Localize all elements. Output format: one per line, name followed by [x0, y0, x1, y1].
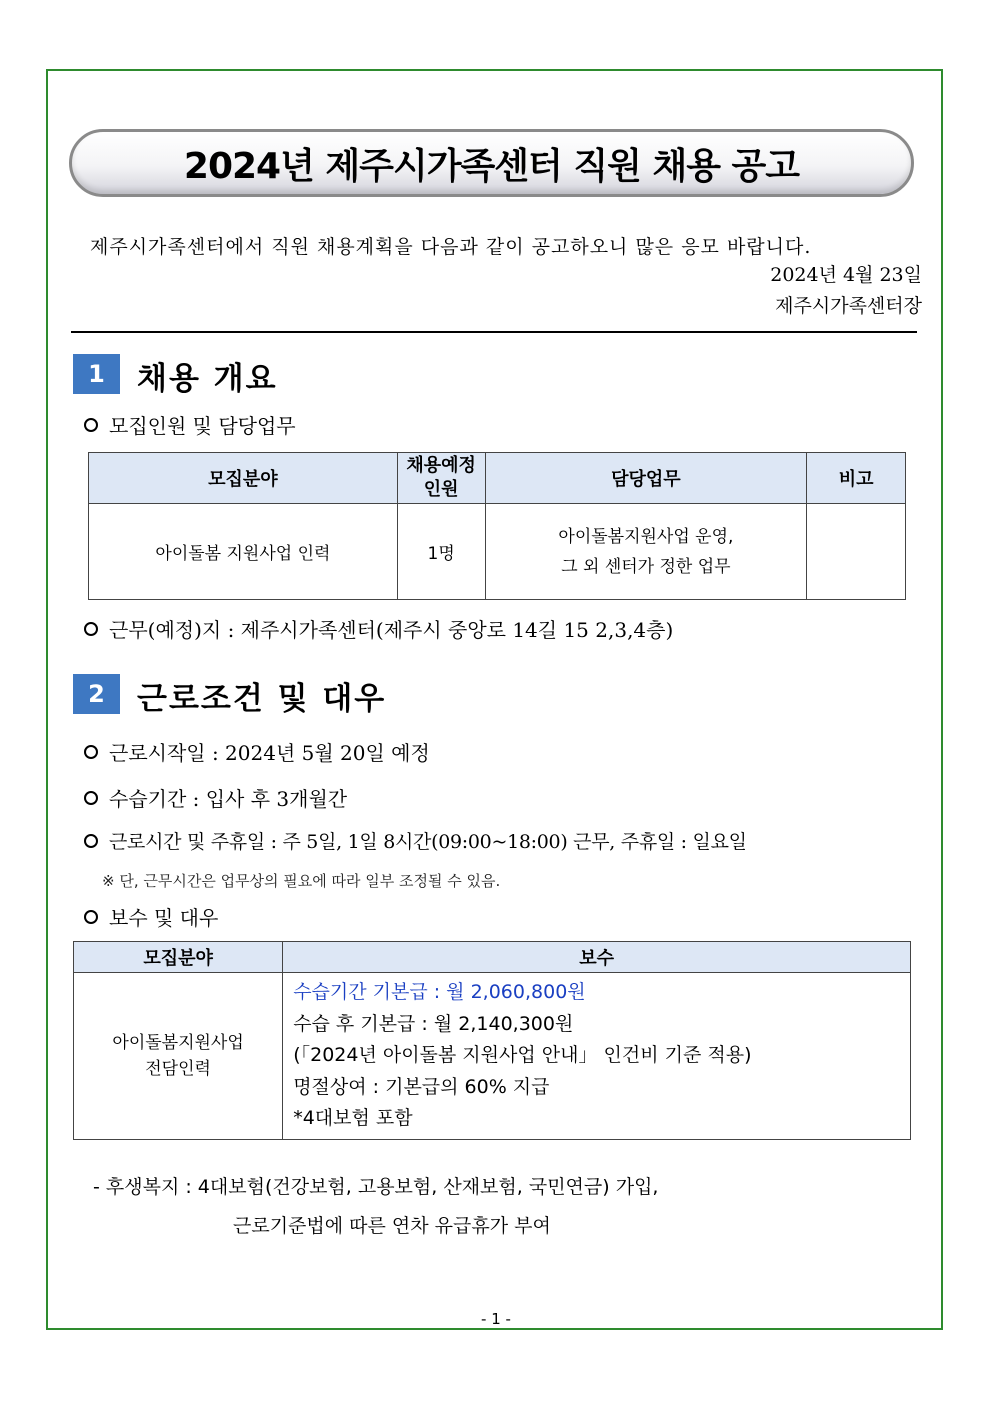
announcement-date: 2024년 4월 23일 — [770, 264, 922, 286]
circle-bullet-icon — [84, 910, 98, 924]
bullet-probation-text: 수습기간 : 입사 후 3개월간 — [109, 787, 348, 811]
welfare-line-1: - 후생복지 : 4대보험(건강보험, 고용보험, 산재보험, 국민연금) 가입, — [93, 1176, 659, 1198]
col-header-note: 비고 — [807, 453, 906, 504]
hours-note: ※ 단, 근무시간은 업무상의 필요에 따라 일부 조정될 수 있음. — [102, 872, 501, 890]
pay-line: *4대보험 포함 — [293, 1107, 413, 1130]
table-row — [74, 973, 911, 1140]
col-header-field: 모집분야 — [89, 453, 398, 504]
col-header-duty: 담당업무 — [485, 453, 807, 504]
cell-field: 아이돌봄 지원사업 인력 — [89, 504, 398, 600]
circle-bullet-icon — [84, 745, 98, 759]
circle-bullet-icon — [84, 791, 98, 805]
pay-line: (「2024년 아이돌봄 지원사업 안내」 인건비 기준 적용) — [293, 1044, 752, 1067]
bullet-location — [84, 614, 673, 643]
pay-table — [73, 941, 911, 1140]
duty-line-2: 그 외 센터가 정한 업무 — [561, 556, 731, 577]
circle-bullet-icon — [84, 418, 98, 432]
cell-duty — [485, 504, 807, 600]
bullet-hours — [84, 827, 747, 854]
cell-count: 1명 — [397, 504, 485, 600]
welfare-line-2: 근로기준법에 따른 연차 유급휴가 부여 — [233, 1215, 551, 1237]
pay-col-header-field: 모집분야 — [74, 942, 283, 973]
intro-text: 제주시가족센터에서 직원 채용계획을 다음과 같이 공고하오니 많은 응모 바랍니다. — [90, 236, 812, 258]
section-2-badge: 2 — [73, 674, 120, 714]
signer: 제주시가족센터장 — [775, 295, 922, 317]
bullet-pay — [84, 902, 218, 931]
pay-cell-field — [74, 973, 283, 1140]
pay-cell-details — [283, 973, 911, 1140]
pay-col-header-pay: 보수 — [283, 942, 911, 973]
section-1-badge: 1 — [73, 354, 120, 394]
divider — [71, 331, 917, 333]
section-1-title: 채용 개요 — [137, 361, 278, 397]
circle-bullet-icon — [84, 622, 98, 636]
bullet-recruit-text: 모집인원 및 담당업무 — [109, 414, 296, 438]
bullet-start — [84, 737, 430, 766]
title-banner — [69, 129, 914, 197]
pay-field-line-1: 아이돌봄지원사업 — [112, 1033, 244, 1053]
recruit-table — [88, 452, 906, 600]
col-header-count: 채용예정 인원 — [397, 453, 485, 504]
bullet-start-text: 근로시작일 : 2024년 5월 20일 예정 — [109, 741, 430, 765]
duty-line-1: 아이돌봄지원사업 운영, — [558, 526, 734, 547]
bullet-probation — [84, 783, 347, 812]
bullet-location-text: 근무(예정)지 : 제주시가족센터(제주시 중앙로 14길 15 2,3,4층) — [109, 618, 674, 642]
circle-bullet-icon — [84, 834, 98, 848]
pay-line: 수습 후 기본급 : 월 2,140,300원 — [293, 1012, 574, 1035]
table-row — [89, 504, 906, 600]
bullet-recruit — [84, 410, 296, 439]
bullet-pay-text: 보수 및 대우 — [109, 906, 219, 930]
cell-note — [807, 504, 906, 600]
pay-line: 명절상여 : 기본급의 60% 지급 — [293, 1075, 550, 1098]
section-2-title: 근로조건 및 대우 — [137, 681, 387, 717]
bullet-hours-text: 근로시간 및 주휴일 : 주 5일, 1일 8시간(09:00~18:00) 근무, 주휴일 : 일요일 — [109, 831, 747, 853]
pay-line: 수습기간 기본급 : 월 2,060,800원 — [293, 981, 586, 1004]
pay-field-line-2: 전담인력 — [145, 1059, 211, 1079]
page-title: 2024년 제주시가족센터 직원 채용 공고 — [183, 145, 800, 187]
page-number: - 1 - — [481, 1310, 511, 1328]
